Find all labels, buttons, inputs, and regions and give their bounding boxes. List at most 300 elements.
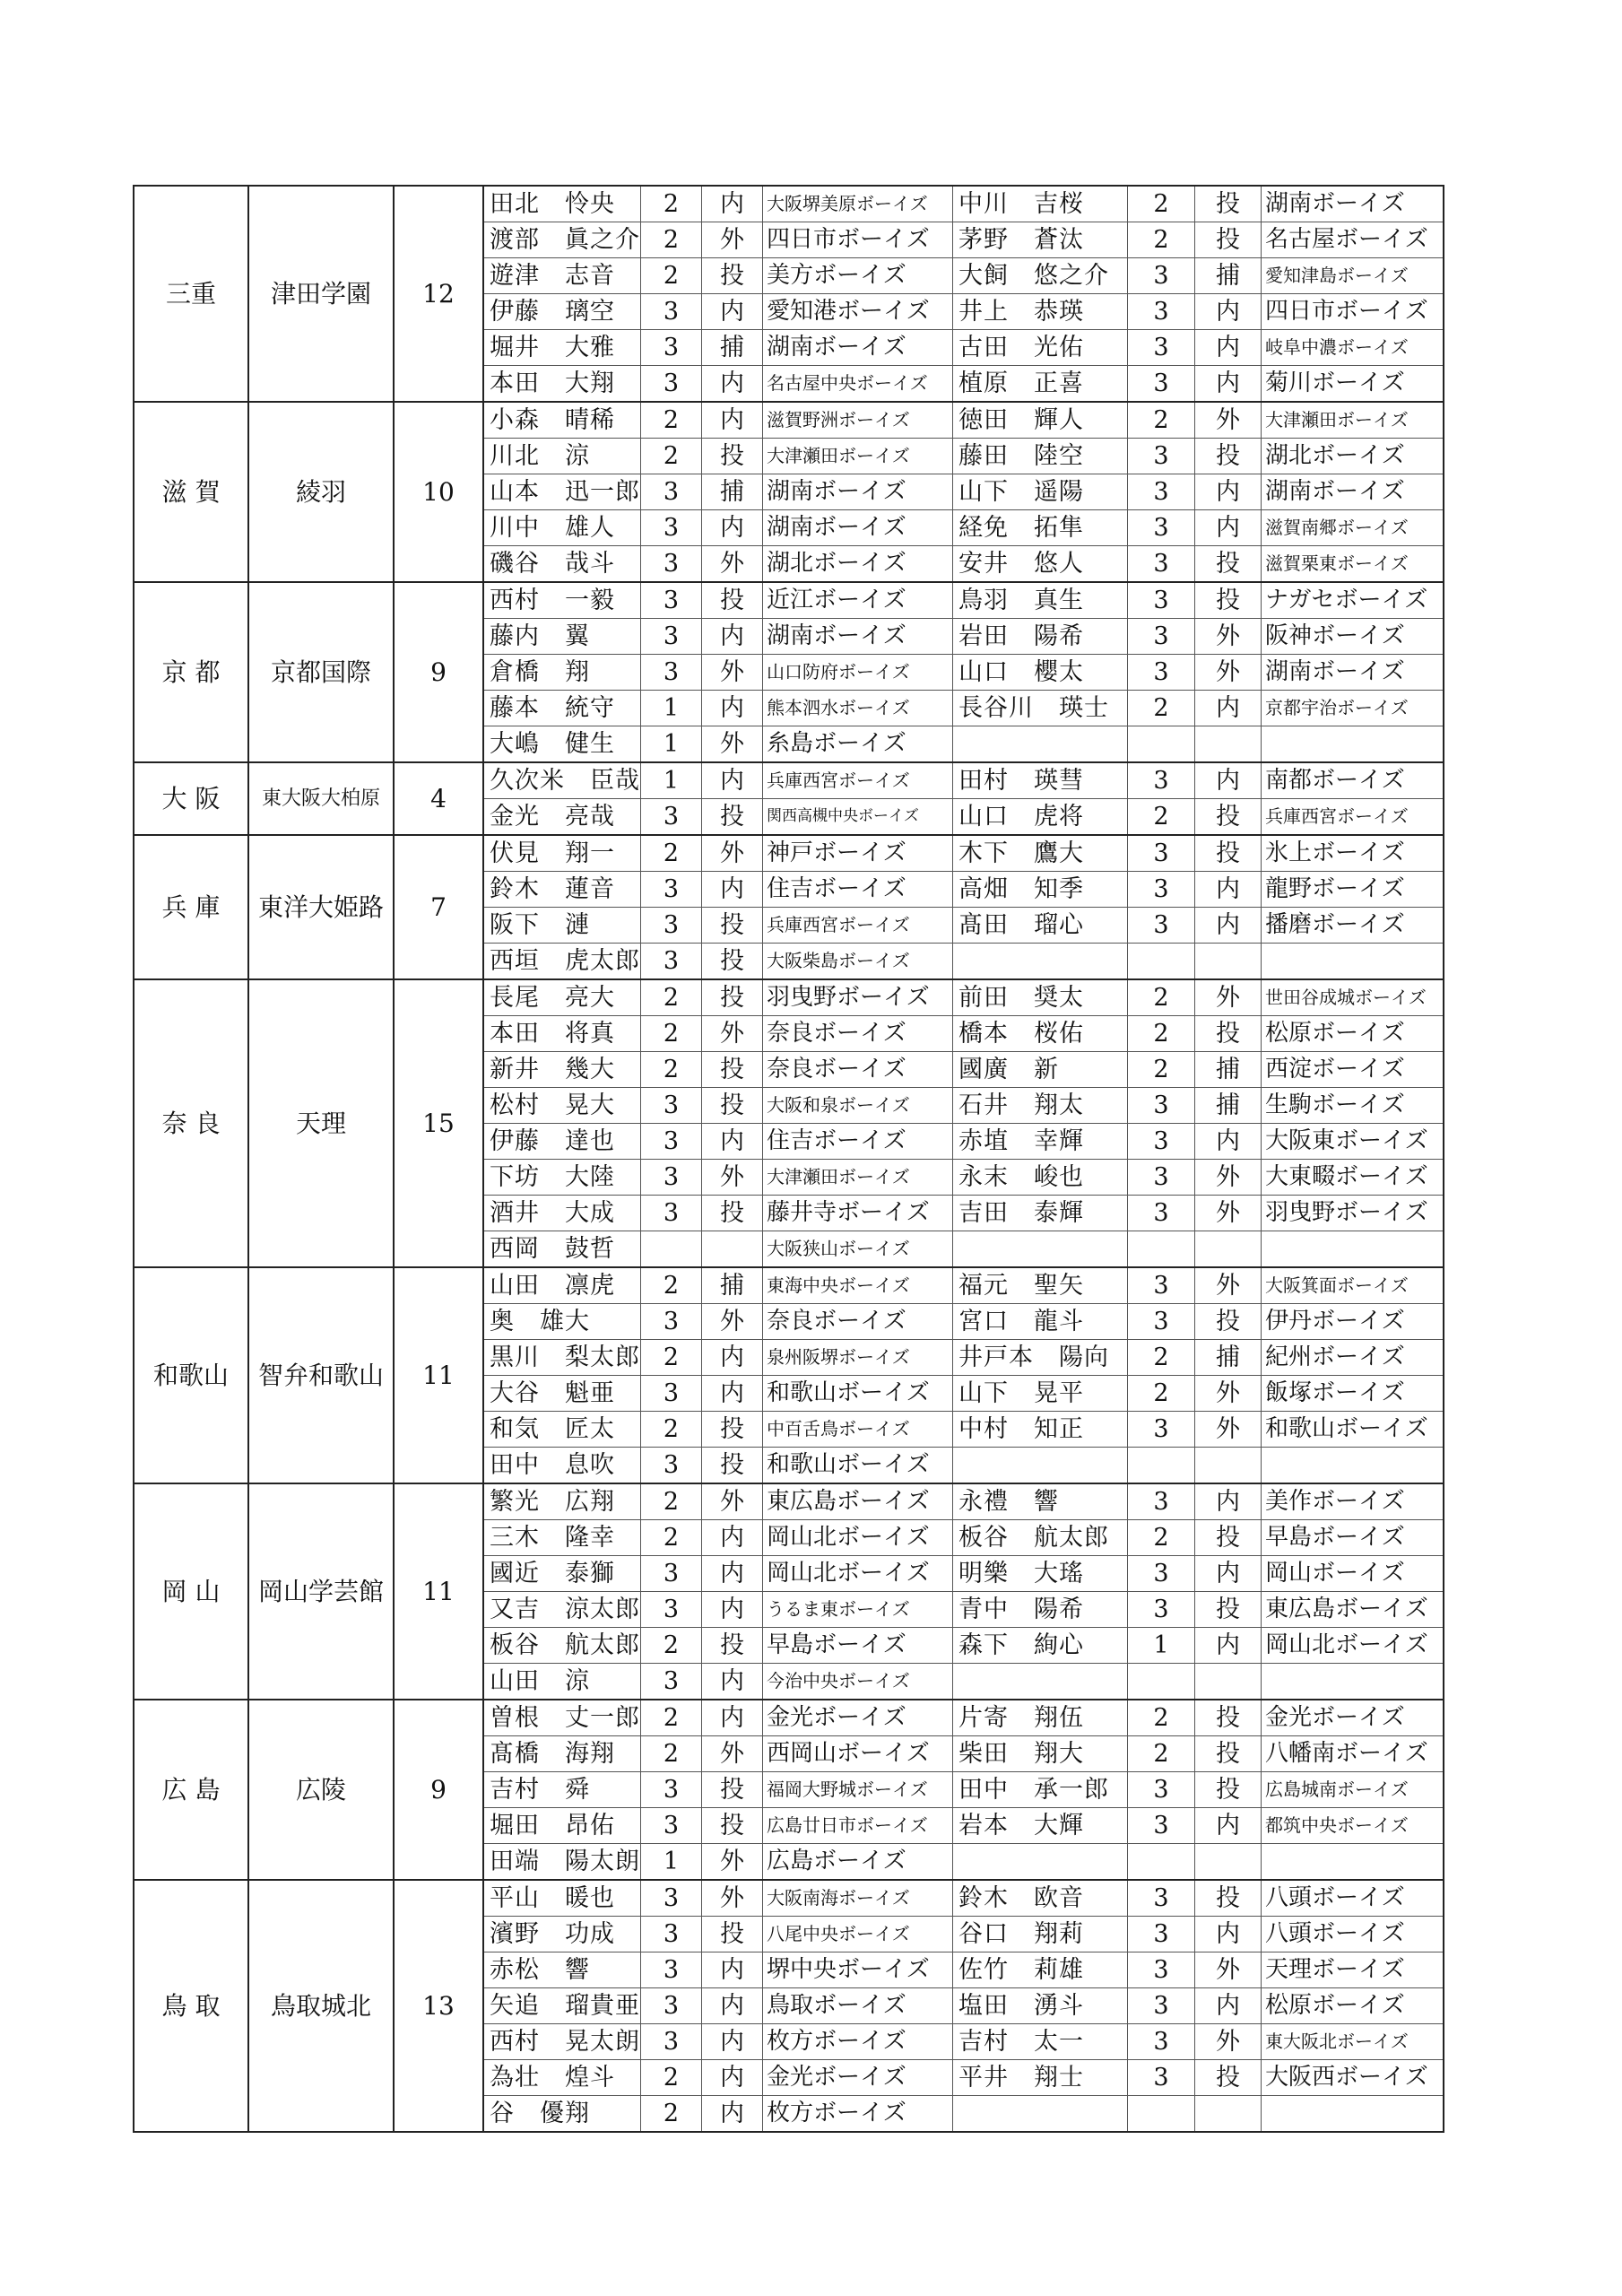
player-position: 投 [1195,582,1262,619]
player-grade: 2 [1128,222,1195,258]
player-team: 広島廿日市ボーイズ [763,1808,953,1844]
player-name: 山口 櫻太 [953,655,1128,691]
player-grade: 2 [641,439,702,474]
player-row [134,1267,1444,1304]
player-grade: 2 [641,402,702,439]
empty-cell [953,944,1128,980]
player-name: 植原 正喜 [953,366,1128,403]
player-grade: 2 [641,1267,702,1304]
player-grade: 3 [1128,1952,1195,1988]
player-name: 下坊 大陸 [483,1160,641,1196]
player-grade: 2 [1128,691,1195,726]
player-name: 伏見 翔一 [483,835,641,872]
player-position: 外 [702,726,763,763]
player-team: 大阪箕面ボーイズ [1262,1267,1444,1304]
member-count-cell: 13 [394,1880,483,2132]
player-grade: 1 [641,762,702,799]
player-team: 滋賀南郷ボーイズ [1262,510,1444,546]
player-position: 外 [1195,1952,1262,1988]
player-grade: 2 [641,258,702,294]
player-position: 内 [1195,1808,1262,1844]
player-name: 西村 晃太朗 [483,2024,641,2060]
player-team: 今治中央ボーイズ [763,1664,953,1700]
player-position: 内 [1195,1917,1262,1952]
player-position: 外 [702,1304,763,1340]
player-name: 田中 息吹 [483,1448,641,1484]
player-team: 愛知港ボーイズ [763,294,953,330]
player-position: 内 [702,1376,763,1412]
player-name: 國廣 新 [953,1052,1128,1088]
player-position: 投 [1195,222,1262,258]
player-name: 田端 陽太朗 [483,1844,641,1881]
player-position: 外 [702,1160,763,1196]
school-cell: 東洋大姫路 [248,835,394,979]
player-grade: 3 [1128,294,1195,330]
player-team: 近江ボーイズ [763,582,953,619]
player-position: 外 [1195,402,1262,439]
player-grade: 2 [1128,1340,1195,1376]
player-position: 投 [1195,1520,1262,1556]
player-grade: 3 [641,582,702,619]
member-count-cell: 4 [394,762,483,835]
player-position: 投 [702,979,763,1016]
player-position: 内 [1195,510,1262,546]
player-grade: 2 [641,979,702,1016]
player-position: 投 [1195,1016,1262,1052]
player-name: 髙田 瑠心 [953,908,1128,944]
player-name: 鈴木 蓮音 [483,872,641,908]
player-grade: 3 [1128,1483,1195,1520]
empty-cell [953,726,1128,763]
empty-cell [1262,1844,1444,1881]
player-grade: 3 [1128,619,1195,655]
player-grade: 2 [641,1628,702,1664]
player-position: 内 [702,762,763,799]
empty-cell [1128,1664,1195,1700]
player-team: 奈良ボーイズ [763,1304,953,1340]
player-team: 岐阜中濃ボーイズ [1262,330,1444,366]
player-name: 岩田 陽希 [953,619,1128,655]
player-team: 播磨ボーイズ [1262,908,1444,944]
player-grade: 3 [641,1448,702,1484]
player-position: 投 [702,799,763,836]
player-name: 平井 翔士 [953,2060,1128,2096]
school-cell: 広陵 [248,1700,394,1880]
prefecture-cell: 和歌山 [134,1267,248,1483]
prefecture-cell: 鳥 取 [134,1880,248,2132]
player-team: 和歌山ボーイズ [1262,1412,1444,1448]
player-position: 内 [1195,1628,1262,1664]
player-name: 中村 知正 [953,1412,1128,1448]
player-team: 大阪南海ボーイズ [763,1880,953,1917]
player-row [134,762,1444,799]
player-position: 内 [1195,474,1262,510]
player-row [134,1700,1444,1736]
player-name: 田中 承一郎 [953,1772,1128,1808]
player-grade: 3 [1128,1196,1195,1231]
player-grade: 1 [641,1844,702,1881]
player-name: 黒川 梨太郎 [483,1340,641,1376]
empty-cell [953,1231,1128,1268]
player-team: 大阪堺美原ボーイズ [763,186,953,222]
player-team: 滋賀野洲ボーイズ [763,402,953,439]
empty-cell [1262,726,1444,763]
roster-table [133,185,1444,2133]
player-name: 板谷 航太郎 [483,1628,641,1664]
prefecture-cell: 広 島 [134,1700,248,1880]
player-name: 堀田 昂佑 [483,1808,641,1844]
player-grade: 2 [641,1340,702,1376]
player-team: 松原ボーイズ [1262,1016,1444,1052]
player-name: 吉村 太一 [953,2024,1128,2060]
player-grade: 3 [641,1088,702,1124]
player-grade: 3 [1128,1267,1195,1304]
player-name: 長尾 亮大 [483,979,641,1016]
player-team: 金光ボーイズ [763,1700,953,1736]
player-position: 外 [1195,979,1262,1016]
player-team: 氷上ボーイズ [1262,835,1444,872]
player-position: 内 [1195,1483,1262,1520]
roster-body [134,186,1444,2132]
empty-cell [953,1844,1128,1881]
player-position: 投 [702,1808,763,1844]
prefecture-cell: 三重 [134,186,248,402]
player-grade: 3 [641,1124,702,1160]
empty-cell [1195,1664,1262,1700]
player-position: 投 [702,1917,763,1952]
player-team: 早島ボーイズ [763,1628,953,1664]
player-grade: 2 [641,1700,702,1736]
player-name: 谷口 翔莉 [953,1917,1128,1952]
player-team: 大津瀬田ボーイズ [1262,402,1444,439]
player-position: 内 [1195,762,1262,799]
player-row [134,582,1444,619]
player-name: 経免 拓隼 [953,510,1128,546]
empty-cell [953,1664,1128,1700]
player-name: 堀井 大雅 [483,330,641,366]
player-team: 八頭ボーイズ [1262,1917,1444,1952]
empty-cell [1195,726,1262,763]
empty-cell [1195,1844,1262,1881]
player-grade: 3 [1128,439,1195,474]
player-team: 湖南ボーイズ [763,510,953,546]
empty-cell [1195,1448,1262,1484]
player-team: 菊川ボーイズ [1262,366,1444,403]
player-team: 兵庫西宮ボーイズ [1262,799,1444,836]
prefecture-cell: 大 阪 [134,762,248,835]
player-position: 内 [702,510,763,546]
player-team: 東広島ボーイズ [1262,1592,1444,1628]
player-grade: 3 [641,1376,702,1412]
player-position: 外 [702,1736,763,1772]
player-position: 投 [702,1412,763,1448]
player-position: 外 [702,1483,763,1520]
player-position: 投 [702,582,763,619]
player-grade: 3 [641,1952,702,1988]
prefecture-cell: 滋 賀 [134,402,248,582]
player-grade: 3 [1128,546,1195,583]
empty-cell [1128,944,1195,980]
player-position: 外 [702,1880,763,1917]
player-team: 湖南ボーイズ [763,330,953,366]
player-position: 投 [702,1772,763,1808]
player-position: 内 [702,2096,763,2133]
prefecture-cell: 奈 良 [134,979,248,1267]
player-grade: 2 [641,1520,702,1556]
player-team: 岡山北ボーイズ [763,1520,953,1556]
player-name: 藤田 陸空 [953,439,1128,474]
player-grade: 3 [641,1880,702,1917]
player-name: 伊藤 達也 [483,1124,641,1160]
player-grade: 2 [1128,1376,1195,1412]
player-team: 松原ボーイズ [1262,1988,1444,2024]
player-name: 為壮 煌斗 [483,2060,641,2096]
school-cell: 鳥取城北 [248,1880,394,2132]
player-name: 山田 凛虎 [483,1267,641,1304]
empty-cell [1262,1448,1444,1484]
player-name: 赤松 響 [483,1952,641,1988]
player-position: 外 [1195,655,1262,691]
player-grade: 3 [1128,366,1195,403]
player-name: 森下 絢心 [953,1628,1128,1664]
player-grade: 3 [1128,1556,1195,1592]
player-team: 金光ボーイズ [1262,1700,1444,1736]
player-name: 川北 涼 [483,439,641,474]
player-position [702,1231,763,1268]
player-name: 鈴木 欧音 [953,1880,1128,1917]
player-team: 堺中央ボーイズ [763,1952,953,1988]
player-team: 広島ボーイズ [763,1844,953,1881]
player-team: 泉州阪堺ボーイズ [763,1340,953,1376]
player-team: 枚方ボーイズ [763,2096,953,2133]
player-team: 京都宇治ボーイズ [1262,691,1444,726]
player-grade: 2 [1128,1052,1195,1088]
empty-cell [1262,1664,1444,1700]
player-grade: 2 [641,835,702,872]
player-row [134,979,1444,1016]
player-grade: 3 [641,1988,702,2024]
player-team: 糸島ボーイズ [763,726,953,763]
player-grade: 3 [641,799,702,836]
player-grade: 3 [641,2024,702,2060]
player-name: 新井 幾大 [483,1052,641,1088]
player-team: 湖南ボーイズ [1262,655,1444,691]
player-name: 徳田 輝人 [953,402,1128,439]
player-name: 大飼 悠之介 [953,258,1128,294]
player-name: 田北 怜央 [483,186,641,222]
player-team: 東広島ボーイズ [763,1483,953,1520]
empty-cell [1128,1448,1195,1484]
player-name: 奥 雄大 [483,1304,641,1340]
empty-cell [1262,944,1444,980]
member-count-cell: 11 [394,1267,483,1483]
player-team: 龍野ボーイズ [1262,872,1444,908]
empty-cell [1128,2096,1195,2133]
player-grade [641,1231,702,1268]
player-position: 投 [1195,1592,1262,1628]
player-team: 東大阪北ボーイズ [1262,2024,1444,2060]
player-position: 投 [702,908,763,944]
player-position: 外 [702,546,763,583]
player-team: 湖北ボーイズ [1262,439,1444,474]
player-grade: 3 [1128,1304,1195,1340]
player-name: 髙橋 海翔 [483,1736,641,1772]
player-team: 住吉ボーイズ [763,1124,953,1160]
player-grade: 3 [1128,258,1195,294]
player-name: 木下 鷹大 [953,835,1128,872]
member-count-cell: 11 [394,1483,483,1700]
player-name: 西垣 虎太郎 [483,944,641,980]
player-team: 広島城南ボーイズ [1262,1772,1444,1808]
player-name: 福元 聖矢 [953,1267,1128,1304]
player-name: 永禮 響 [953,1483,1128,1520]
player-name: 青中 陽希 [953,1592,1128,1628]
player-position: 内 [1195,691,1262,726]
player-team: 藤井寺ボーイズ [763,1196,953,1231]
player-team: 湖南ボーイズ [763,619,953,655]
player-name: 井戸本 陽向 [953,1340,1128,1376]
player-name: 永末 峻也 [953,1160,1128,1196]
school-cell: 綾羽 [248,402,394,582]
player-team: 名古屋ボーイズ [1262,222,1444,258]
member-count-cell: 12 [394,186,483,402]
member-count-cell: 15 [394,979,483,1267]
player-position: 投 [1195,1772,1262,1808]
empty-cell [953,1448,1128,1484]
player-team: 住吉ボーイズ [763,872,953,908]
player-name: 濱野 功成 [483,1917,641,1952]
player-position: 内 [702,691,763,726]
player-grade: 1 [641,726,702,763]
player-team: 枚方ボーイズ [763,2024,953,2060]
player-grade: 3 [641,872,702,908]
player-grade: 3 [1128,908,1195,944]
player-grade: 3 [641,366,702,403]
player-position: 外 [1195,1412,1262,1448]
player-team: 大阪西ボーイズ [1262,2060,1444,2096]
player-position: 内 [1195,1988,1262,2024]
player-team: 関西高槻中央ボーイズ [763,799,953,836]
player-name: 平山 暖也 [483,1880,641,1917]
player-position: 外 [1195,2024,1262,2060]
player-grade: 3 [641,546,702,583]
player-grade: 3 [1128,474,1195,510]
player-position: 外 [702,1844,763,1881]
player-team: 山口防府ボーイズ [763,655,953,691]
player-name: 吉田 泰輝 [953,1196,1128,1231]
school-cell: 天理 [248,979,394,1267]
player-team: 神戸ボーイズ [763,835,953,872]
player-name: 茅野 蒼汰 [953,222,1128,258]
empty-cell [1128,1231,1195,1268]
player-name: 古田 光佑 [953,330,1128,366]
player-position: 投 [1195,835,1262,872]
player-name: 遊津 志音 [483,258,641,294]
player-grade: 2 [641,186,702,222]
player-team: 湖南ボーイズ [763,474,953,510]
player-team: 四日市ボーイズ [1262,294,1444,330]
player-position: 投 [1195,1736,1262,1772]
player-team: 兵庫西宮ボーイズ [763,908,953,944]
player-name: 片寄 翔伍 [953,1700,1128,1736]
player-grade: 1 [641,691,702,726]
member-count-cell: 10 [394,402,483,582]
player-team: 羽曳野ボーイズ [1262,1196,1444,1231]
player-position: 捕 [1195,1088,1262,1124]
player-team: 大津瀬田ボーイズ [763,439,953,474]
player-name: 藤本 統守 [483,691,641,726]
player-position: 捕 [702,474,763,510]
player-grade: 2 [641,1483,702,1520]
player-name: 松村 晃大 [483,1088,641,1124]
player-grade: 2 [1128,979,1195,1016]
player-grade: 3 [1128,835,1195,872]
member-count-cell: 9 [394,1700,483,1880]
player-name: 酒井 大成 [483,1196,641,1231]
player-team: 紀州ボーイズ [1262,1340,1444,1376]
player-position: 内 [1195,294,1262,330]
player-team: 美作ボーイズ [1262,1483,1444,1520]
player-name: 吉村 舜 [483,1772,641,1808]
player-position: 投 [1195,799,1262,836]
player-grade: 2 [641,222,702,258]
player-position: 内 [702,1556,763,1592]
player-grade: 3 [641,1917,702,1952]
player-position: 捕 [1195,1052,1262,1088]
player-position: 内 [1195,908,1262,944]
prefecture-cell: 岡 山 [134,1483,248,1700]
player-name: 矢追 瑠貴亜 [483,1988,641,2024]
player-position: 外 [1195,619,1262,655]
player-name: 和気 匠太 [483,1412,641,1448]
player-name: 山田 涼 [483,1664,641,1700]
school-cell: 岡山学芸館 [248,1483,394,1700]
player-name: 佐竹 莉雄 [953,1952,1128,1988]
player-grade: 2 [641,1016,702,1052]
player-name: 國近 泰獅 [483,1556,641,1592]
player-team: 金光ボーイズ [763,2060,953,2096]
player-position: 内 [702,619,763,655]
player-position: 外 [702,1016,763,1052]
player-grade: 2 [1128,186,1195,222]
player-position: 内 [702,294,763,330]
player-position: 投 [1195,546,1262,583]
player-name: 久次米 臣哉 [483,762,641,799]
player-team: 鳥取ボーイズ [763,1988,953,2024]
player-grade: 3 [641,1304,702,1340]
player-team: 大阪柴島ボーイズ [763,944,953,980]
player-row [134,402,1444,439]
player-team: 愛知津島ボーイズ [1262,258,1444,294]
player-position: 内 [702,186,763,222]
player-grade: 3 [1128,1880,1195,1917]
player-grade: 3 [641,619,702,655]
player-row [134,186,1444,222]
player-row [134,835,1444,872]
player-team: 和歌山ボーイズ [763,1376,953,1412]
player-name: 曽根 丈一郎 [483,1700,641,1736]
player-grade: 3 [641,908,702,944]
player-team: 西淀ボーイズ [1262,1052,1444,1088]
player-name: 鳥羽 真生 [953,582,1128,619]
player-name: 塩田 湧斗 [953,1988,1128,2024]
player-position: 内 [1195,1124,1262,1160]
player-name: 高畑 知季 [953,872,1128,908]
player-team: 和歌山ボーイズ [763,1448,953,1484]
player-grade: 3 [1128,2024,1195,2060]
player-grade: 2 [1128,799,1195,836]
player-name: 安井 悠人 [953,546,1128,583]
